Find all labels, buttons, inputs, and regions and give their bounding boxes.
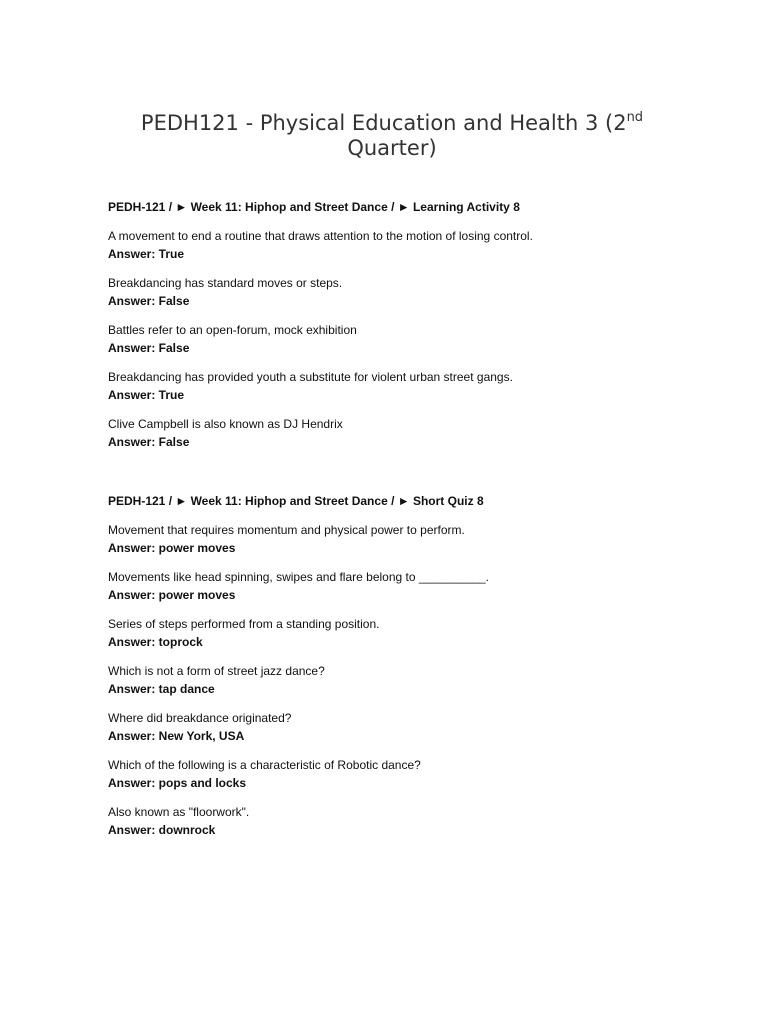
answer-text: Answer: tap dance — [108, 682, 215, 696]
section-learning-activity — [108, 199, 708, 451]
breadcrumb: PEDH-121 / ► Week 11: Hiphop and Street Dance / ► Short Quiz 8 — [108, 494, 484, 508]
title-superscript: nd — [626, 110, 644, 125]
answer-text: Answer: power moves — [108, 588, 236, 602]
answer-text: Answer: True — [108, 247, 185, 261]
question-text: Movements like head spinning, swipes and flare belong to __________. — [108, 570, 489, 584]
qa-item — [108, 369, 708, 404]
document-title — [100, 111, 684, 161]
answer-text: Answer: True — [108, 388, 185, 402]
qa-item — [108, 616, 708, 651]
document-content — [108, 199, 708, 851]
section-short-quiz — [108, 493, 708, 839]
qa-item — [108, 522, 708, 557]
qa-item — [108, 322, 708, 357]
question-text: Movement that requires momentum and physical power to perform. — [108, 523, 465, 537]
question-text: Breakdancing has standard moves or steps. — [108, 276, 343, 290]
qa-item — [108, 228, 708, 263]
question-text: Which is not a form of street jazz dance? — [108, 664, 325, 678]
qa-item — [108, 663, 708, 698]
answer-text: Answer: False — [108, 435, 190, 449]
qa-item — [108, 416, 708, 451]
title-main: PEDH121 - Physical Education and Health 3 (2 — [140, 111, 627, 135]
answer-text: Answer: power moves — [108, 541, 236, 555]
answer-text: Answer: False — [108, 341, 190, 355]
question-text: Series of steps performed from a standing position. — [108, 617, 380, 631]
question-text: Which of the following is a characteristic of Robotic dance? — [108, 758, 421, 772]
answer-text: Answer: toprock — [108, 635, 203, 649]
question-text: Where did breakdance originated? — [108, 711, 292, 725]
question-text: Also known as "floorwork". — [108, 805, 250, 819]
question-text: Breakdancing has provided youth a substitute for violent urban street gangs. — [108, 370, 513, 384]
qa-item — [108, 569, 708, 604]
question-text: Clive Campbell is also known as DJ Hendrix — [108, 417, 343, 431]
qa-item — [108, 710, 708, 745]
question-text: Battles refer to an open-forum, mock exhibition — [108, 323, 357, 337]
title-end: Quarter) — [347, 136, 437, 160]
qa-item — [108, 804, 708, 839]
question-text: A movement to end a routine that draws attention to the motion of losing control. — [108, 229, 533, 243]
qa-item — [108, 757, 708, 792]
qa-item — [108, 275, 708, 310]
answer-text: Answer: False — [108, 294, 190, 308]
answer-text: Answer: pops and locks — [108, 776, 247, 790]
answer-text: Answer: New York, USA — [108, 729, 245, 743]
answer-text: Answer: downrock — [108, 823, 216, 837]
breadcrumb: PEDH-121 / ► Week 11: Hiphop and Street Dance / ► Learning Activity 8 — [108, 200, 520, 214]
